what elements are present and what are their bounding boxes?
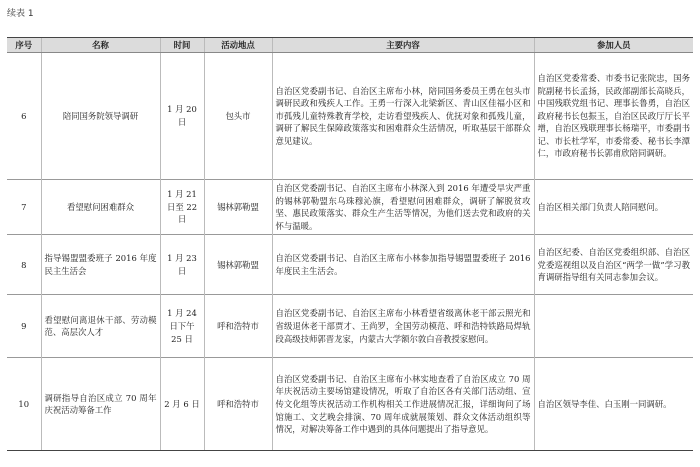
- header-place: 活动地点: [204, 38, 272, 53]
- cell-no: 10: [7, 358, 41, 451]
- table-row: [7, 235, 693, 295]
- cell-place: 呼和浩特市: [204, 358, 272, 451]
- cell-content: 自治区党委副书记、自治区主席布小林看望省级离休老干部云照光和省级退休老干部贾才、王尚罗，全国劳动模范、呼和浩特铁路局焊轨段高级技师郭晋龙家，内蒙古大学额尔敦白音教授家慰问。: [272, 295, 534, 358]
- cell-participants: 自治区领导李佳、白玉刚一同调研。: [534, 358, 693, 451]
- table-row: [7, 295, 693, 358]
- table-row: [7, 53, 693, 180]
- cell-name: 指导锡盟盟委班子 2016 年度民主生活会: [41, 235, 160, 295]
- table-row: [7, 180, 693, 235]
- cell-name: 陪同国务院领导调研: [41, 53, 160, 180]
- cell-place: 锡林郭勒盟: [204, 180, 272, 235]
- header-name: 名称: [41, 38, 160, 53]
- cell-name: 看望慰问困难群众: [41, 180, 160, 235]
- cell-place: 锡林郭勒盟: [204, 235, 272, 295]
- header-no: 序号: [7, 38, 41, 53]
- cell-name: 看望慰问离退休干部、劳动模范、高层次人才: [41, 295, 160, 358]
- cell-content: 自治区党委副书记、自治区主席布小林，陪同国务委员王勇在包头市调研民政和残疾人工作。王勇一行深入北梁新区、青山区佳福小区和市孤残儿童特殊教育学校，走访看望残疾人、优抚对象和孤残儿童，调研了解民生保障政策落实和困难群众生活情况，听取基层干部群众意见建议。: [272, 53, 534, 180]
- cell-content: 自治区党委副书记、自治区主席布小林深入到 2016 年遭受旱灾严重的锡林郭勒盟东乌珠穆沁旗，看望慰问困难群众，调研了解脱贫攻坚、惠民政策落实、群众生产生活等情况，为他们送去党和政府的关怀与温暖。: [272, 180, 534, 235]
- cell-place: 呼和浩特市: [204, 295, 272, 358]
- cell-content: 自治区党委副书记、自治区主席布小林参加指导锡盟盟委班子 2016 年度民主生活会。: [272, 235, 534, 295]
- cell-participants: [534, 295, 693, 358]
- cell-content: 自治区党委副书记、自治区主席布小林实地查看了自治区成立 70 周年庆祝活动主要场馆建设情况，听取了自治区各有关部门活动组、宣传文化组等庆祝活动工作机构相关工作进展情况汇报，详细询问了场馆施工、文艺晚会排演、70 周年成就展策划、群众文体活动组织等情况，对解决筹备工作中遇到的具体问题提出了指导意见。: [272, 358, 534, 451]
- cell-place: 包头市: [204, 53, 272, 180]
- table-row: [7, 358, 693, 451]
- cell-no: 8: [7, 235, 41, 295]
- cell-no: 9: [7, 295, 41, 358]
- cell-no: 6: [7, 53, 41, 180]
- table-caption: 续表 1: [7, 9, 34, 19]
- cell-no: 7: [7, 180, 41, 235]
- cell-participants: 自治区党委常委、市委书记张院忠，国务院副秘书长孟扬，民政部副部长高晓兵，中国残联党组书记、理事长鲁勇，自治区政府秘书长包振玉，自治区民政厅厅长平增，自治区残联理事长杨瑞平，市委副书记、市长杜学军，市委常委、秘书长李潭仁，市政府秘书长郭甫欣陪同调研。: [534, 53, 693, 180]
- cell-participants: 自治区纪委、自治区党委组织部、自治区党委巡视组以及自治区“两学一做”学习教育调研指导组有关同志参加会议。: [534, 235, 693, 295]
- cell-time: 1 月 20 日: [160, 53, 204, 180]
- header-participants: 参加人员: [534, 38, 693, 53]
- header-time: 时间: [160, 38, 204, 53]
- cell-time: 1 月 23 日: [160, 235, 204, 295]
- cell-name: 调研指导自治区成立 70 周年庆祝活动筹备工作: [41, 358, 160, 451]
- header-content: 主要内容: [272, 38, 534, 53]
- cell-participants: 自治区相关部门负责人陪同慰问。: [534, 180, 693, 235]
- activity-table: [7, 37, 693, 451]
- cell-time: 2 月 6 日: [160, 358, 204, 451]
- cell-time: 1 月 21 日至 22 日: [160, 180, 204, 235]
- table-header-row: [7, 38, 693, 53]
- cell-time: 1 月 24 日下午 25 日: [160, 295, 204, 358]
